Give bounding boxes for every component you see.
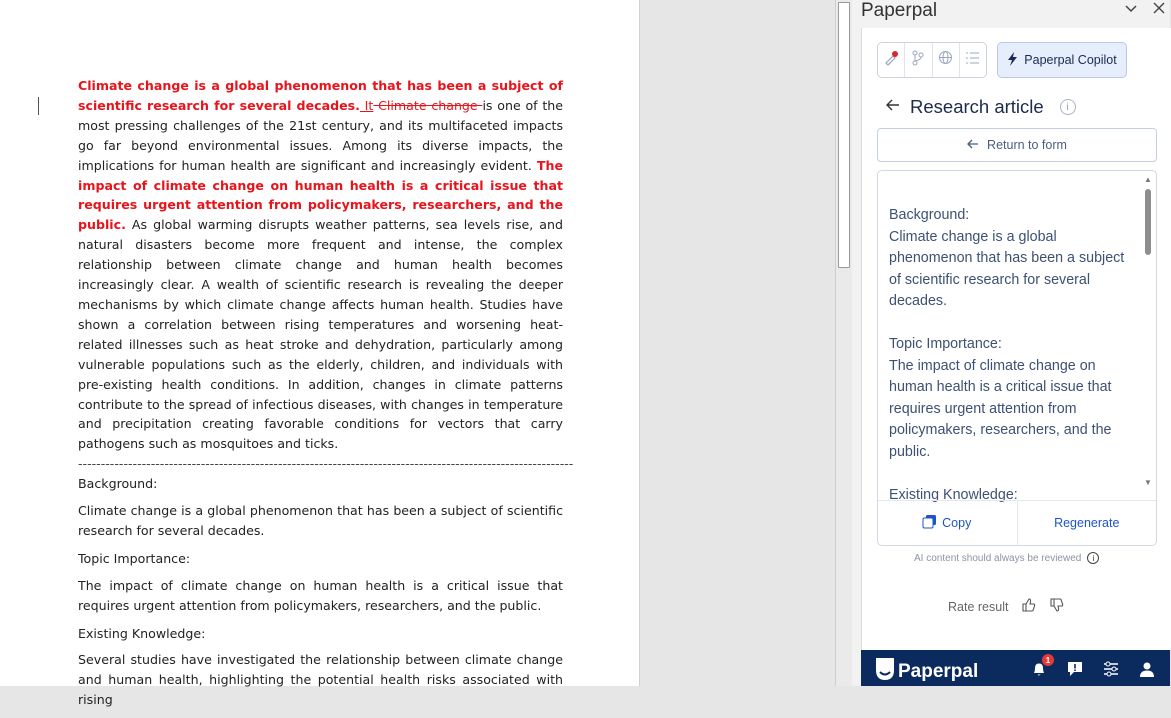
section-heading: Existing Knowledge: bbox=[78, 625, 206, 641]
info-icon[interactable]: i bbox=[1087, 552, 1099, 564]
intro-tail-text: As global warming disrupts weather patterns, sea levels rise, and natural disasters become more frequent and intense, the complex relationship between climate change and human health becomes increasingly clear. A wealth of scientific research is revealing the deeper mechanisms by which climate change affects human health. Studies have shown a correlation between rising temperatures and worsening heat-related illnesses such as heat stroke and dehydration, particularly among vulnerable populations such as the elderly, children, and individuals with pre-existing health conditions. In addition, changes in climate patterns contribute to the spread of infectious diseases, with changes in temperature and precipitation creating favorable conditions for vectors that carry pathogens such as mosquitoes and ticks. bbox=[78, 217, 563, 452]
ai-disclaimer bbox=[914, 552, 1099, 564]
panel-title: Paperpal bbox=[861, 0, 938, 21]
red-lead-text: Climate change is a global phenomenon that has been a subject of scientific research for several decades. bbox=[78, 78, 563, 113]
document-scrollbar[interactable] bbox=[835, 0, 852, 686]
thumbs-down-icon[interactable] bbox=[1050, 598, 1064, 615]
checklist-icon bbox=[965, 51, 980, 70]
section-header bbox=[886, 96, 1076, 118]
notification-bell-icon[interactable] bbox=[1030, 655, 1051, 678]
paperpal-logo-icon bbox=[876, 658, 894, 686]
pen-check-icon bbox=[883, 50, 899, 71]
result-heading: Existing Knowledge: bbox=[889, 486, 1018, 503]
arrow-left-icon bbox=[967, 138, 979, 152]
return-label: Return to form bbox=[987, 138, 1067, 152]
tab-translate[interactable] bbox=[933, 43, 960, 77]
chevron-down-icon[interactable] bbox=[1124, 1, 1138, 20]
result-actions bbox=[878, 500, 1156, 545]
result-body: Climate change is a global phenomenon that has been a subject of scientific research for several decades. bbox=[889, 228, 1125, 309]
section-body: Several studies have investigated the relationship between climate change and human health, highlighting the potential health risks associated with rising bbox=[78, 652, 563, 708]
copilot-label: Paperpal Copilot bbox=[1024, 53, 1117, 67]
scroll-down-icon[interactable]: ▼ bbox=[1144, 478, 1152, 487]
scroll-up-icon[interactable]: ▲ bbox=[1144, 175, 1152, 184]
document-scrollbar-thumb[interactable] bbox=[838, 2, 850, 268]
regenerate-label: Regenerate bbox=[1054, 516, 1120, 530]
tab-branch[interactable] bbox=[905, 43, 932, 77]
return-to-form-button[interactable] bbox=[877, 128, 1157, 162]
close-icon[interactable] bbox=[1153, 1, 1165, 19]
text-cursor bbox=[38, 97, 39, 115]
copy-button[interactable] bbox=[878, 501, 1018, 545]
result-scrollbar-thumb[interactable] bbox=[1145, 189, 1151, 255]
result-box bbox=[877, 170, 1157, 546]
info-icon[interactable]: i bbox=[1060, 99, 1076, 115]
intro-paragraph[interactable] bbox=[78, 76, 563, 454]
back-arrow-icon[interactable] bbox=[886, 98, 900, 116]
result-scrollbar[interactable] bbox=[1142, 175, 1154, 487]
panel-footer bbox=[861, 650, 1170, 686]
footer-icons bbox=[1030, 655, 1156, 678]
result-heading: Background: bbox=[889, 207, 970, 223]
settings-sliders-icon[interactable] bbox=[1102, 660, 1120, 678]
logo-text: Paperpal bbox=[898, 661, 979, 682]
copy-icon bbox=[923, 515, 936, 531]
tab-checklist[interactable] bbox=[960, 43, 986, 77]
section-divider: ------------------------------------------------------------------------------------------------------------- bbox=[78, 456, 574, 472]
copilot-button[interactable] bbox=[997, 42, 1127, 78]
regenerate-button[interactable] bbox=[1018, 501, 1157, 545]
section-body: The impact of climate change on human health is a critical issue that requires urgent attention from policymakers, researchers, and the public. bbox=[78, 577, 563, 613]
notification-badge: 1 bbox=[1042, 654, 1054, 666]
result-heading: Topic Importance: bbox=[889, 336, 1002, 352]
branch-icon bbox=[911, 50, 925, 71]
user-profile-icon[interactable] bbox=[1138, 660, 1156, 678]
section-heading: Topic Importance: bbox=[78, 550, 191, 566]
tracked-deletion[interactable]: Climate change bbox=[373, 97, 483, 113]
tab-check[interactable] bbox=[878, 43, 905, 77]
document-body[interactable] bbox=[78, 76, 574, 718]
copilot-card bbox=[861, 28, 1171, 650]
paperpal-panel bbox=[852, 0, 1170, 686]
thumbs-up-icon[interactable] bbox=[1022, 598, 1036, 615]
section-body: Climate change is a global phenomenon that has been a subject of scientific research for several decades. bbox=[78, 503, 563, 538]
red-middle-text: The impact of climate change on human health is a critical issue that requires urgent attention from policymakers, researchers, and the public. bbox=[78, 157, 563, 233]
lightning-icon bbox=[1007, 52, 1018, 69]
intro-rest-text: is one of the most pressing challenges of the 21st century, and its multifaceted impacts go far beyond environmental issues. Among its diverse impacts, the implications for human health are significant and increasingly evident. bbox=[78, 97, 564, 173]
tracked-insertion[interactable]: It bbox=[359, 97, 374, 113]
section-title: Research article bbox=[910, 96, 1044, 117]
copy-label: Copy bbox=[942, 516, 972, 530]
tool-tabs bbox=[877, 42, 987, 78]
globe-icon bbox=[938, 50, 953, 70]
paperpal-logo bbox=[876, 658, 978, 686]
feedback-icon[interactable] bbox=[1066, 660, 1084, 678]
rate-result bbox=[948, 598, 1064, 615]
rate-label: Rate result bbox=[948, 599, 1009, 614]
result-text[interactable] bbox=[889, 205, 1134, 503]
result-body: The impact of climate change on human health is a critical issue that requires urgent attention from policymakers, researchers, and the public. bbox=[889, 357, 1112, 460]
section-heading: Background: bbox=[78, 476, 158, 492]
ai-note-text: AI content should always be reviewed bbox=[914, 552, 1082, 564]
